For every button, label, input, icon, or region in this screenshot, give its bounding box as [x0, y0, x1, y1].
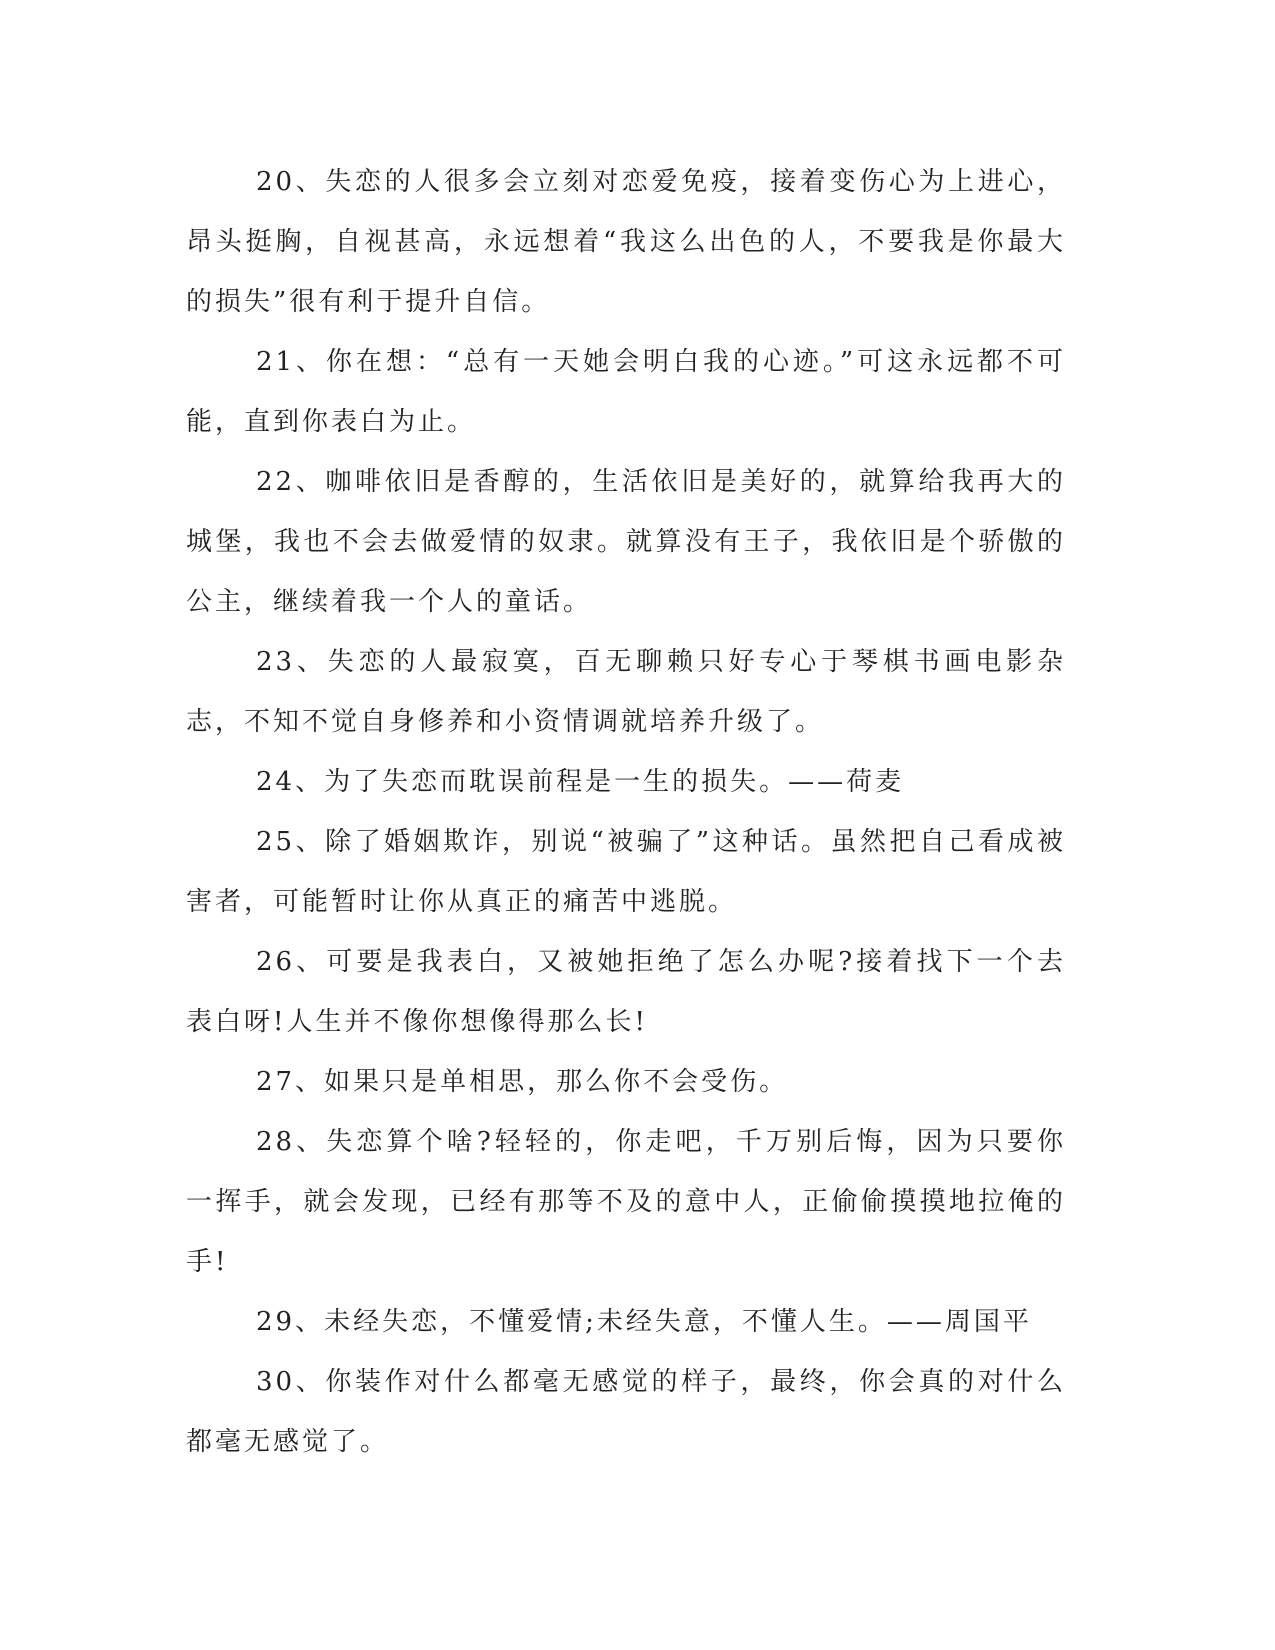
paragraph-30: 30、你装作对什么都毫无感觉的样子，最终，你会真的对什么都毫无感觉了。: [186, 1367, 1066, 1457]
paragraph-20: 20、失恋的人很多会立刻对恋爱免疫，接着变伤心为上进心，昂头挺胸，自视甚高，永远想着“我这么出色的人，不要我是你最大的损失”很有利于提升自信。: [186, 167, 1066, 317]
paragraph-27: 27、如果只是单相思，那么你不会受伤。: [256, 1067, 789, 1097]
paragraph-25: 25、除了婚姻欺诈，别说“被骗了”这种话。虽然把自己看成被害者，可能暂时让你从真正的痛苦中逃脱。: [186, 827, 1066, 917]
paragraph-22: 22、咖啡依旧是香醇的，生活依旧是美好的，就算给我再大的城堡，我也不会去做爱情的奴隶。就算没有王子，我依旧是个骄傲的公主，继续着我一个人的童话。: [186, 467, 1066, 617]
paragraph-24: 24、为了失恋而耽误前程是一生的损失。——荷麦: [256, 767, 905, 797]
document-body: [186, 152, 1066, 1472]
paragraph-26: 26、可要是我表白，又被她拒绝了怎么办呢?接着找下一个去表白呀!人生并不像你想像得那么长!: [186, 947, 1066, 1037]
paragraph-23: 23、失恋的人最寂寞，百无聊赖只好专心于琴棋书画电影杂志，不知不觉自身修养和小资情调就培养升级了。: [186, 647, 1066, 737]
paragraph-29: 29、未经失恋，不懂爱情;未经失意，不懂人生。——周国平: [256, 1307, 1032, 1337]
paragraph-21: 21、你在想：“总有一天她会明白我的心迹。”可这永远都不可能，直到你表白为止。: [186, 347, 1066, 437]
paragraph-28: 28、失恋算个啥?轻轻的，你走吧，千万别后悔，因为只要你一挥手，就会发现，已经有那等不及的意中人，正偷偷摸摸地拉俺的手!: [186, 1127, 1066, 1277]
